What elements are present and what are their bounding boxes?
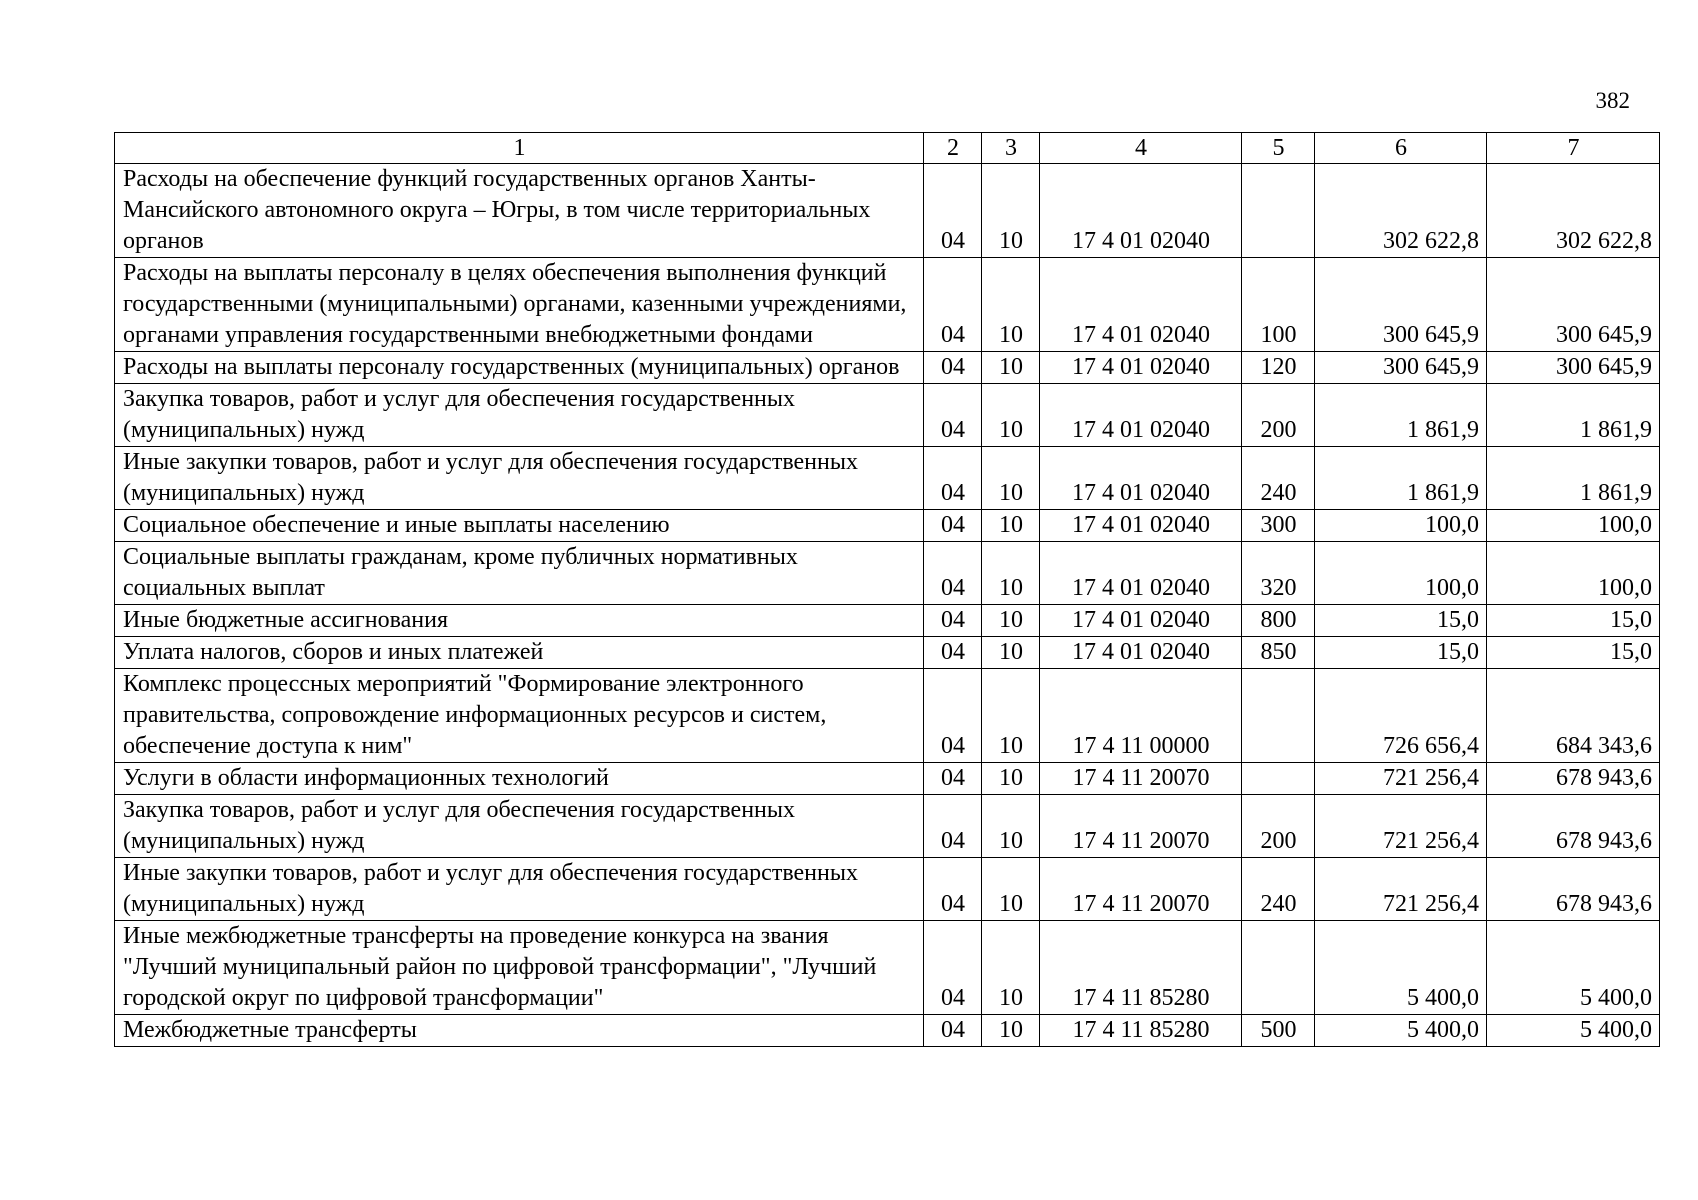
- row-subsection-code: 10: [982, 447, 1040, 510]
- row-expense-type: 500: [1242, 1015, 1315, 1047]
- row-amount-year-1: 5 400,0: [1315, 921, 1487, 1015]
- row-section-code: 04: [924, 669, 982, 763]
- row-subsection-code: 10: [982, 352, 1040, 384]
- row-expense-type: [1242, 669, 1315, 763]
- row-amount-year-1: 726 656,4: [1315, 669, 1487, 763]
- row-subsection-code: 10: [982, 164, 1040, 258]
- row-amount-year-2: 300 645,9: [1487, 352, 1660, 384]
- table-row: [115, 542, 1660, 605]
- table-row: [115, 1015, 1660, 1047]
- row-amount-year-2: 1 861,9: [1487, 447, 1660, 510]
- row-amount-year-2: 300 645,9: [1487, 258, 1660, 352]
- row-amount-year-2: 684 343,6: [1487, 669, 1660, 763]
- row-expense-type: 850: [1242, 637, 1315, 669]
- page-number: 382: [1595, 88, 1630, 113]
- row-amount-year-1: 15,0: [1315, 605, 1487, 637]
- header-col-5: 5: [1242, 133, 1315, 164]
- row-target-article: 17 4 01 02040: [1040, 164, 1242, 258]
- row-expense-type: [1242, 763, 1315, 795]
- row-name: Иные межбюджетные трансферты на проведение конкурса на звания "Лучший муниципальный район по цифровой трансформации", "Лучший городской округ по цифровой трансформации": [115, 921, 924, 1015]
- row-name: Иные закупки товаров, работ и услуг для обеспечения государственных (муниципальных) нужд: [115, 447, 924, 510]
- row-target-article: 17 4 01 02040: [1040, 542, 1242, 605]
- row-amount-year-2: 15,0: [1487, 605, 1660, 637]
- row-target-article: 17 4 11 85280: [1040, 1015, 1242, 1047]
- row-subsection-code: 10: [982, 605, 1040, 637]
- table-row: [115, 669, 1660, 763]
- row-amount-year-2: 302 622,8: [1487, 164, 1660, 258]
- row-expense-type: 120: [1242, 352, 1315, 384]
- row-expense-type: 100: [1242, 258, 1315, 352]
- row-name: Иные закупки товаров, работ и услуг для обеспечения государственных (муниципальных) нужд: [115, 858, 924, 921]
- row-target-article: 17 4 01 02040: [1040, 637, 1242, 669]
- table-row: [115, 384, 1660, 447]
- table-row: [115, 510, 1660, 542]
- row-section-code: 04: [924, 795, 982, 858]
- table-row: [115, 795, 1660, 858]
- row-amount-year-1: 300 645,9: [1315, 352, 1487, 384]
- row-subsection-code: 10: [982, 1015, 1040, 1047]
- row-name: Иные бюджетные ассигнования: [115, 605, 924, 637]
- row-amount-year-2: 100,0: [1487, 510, 1660, 542]
- row-amount-year-2: 15,0: [1487, 637, 1660, 669]
- table-row: [115, 447, 1660, 510]
- row-target-article: 17 4 01 02040: [1040, 605, 1242, 637]
- row-target-article: 17 4 11 20070: [1040, 858, 1242, 921]
- row-amount-year-1: 100,0: [1315, 510, 1487, 542]
- row-subsection-code: 10: [982, 795, 1040, 858]
- header-row: [115, 133, 1660, 164]
- table-row: [115, 858, 1660, 921]
- row-section-code: 04: [924, 352, 982, 384]
- row-amount-year-2: 100,0: [1487, 542, 1660, 605]
- header-col-7: 7: [1487, 133, 1660, 164]
- row-amount-year-1: 721 256,4: [1315, 795, 1487, 858]
- row-expense-type: 240: [1242, 447, 1315, 510]
- row-target-article: 17 4 11 85280: [1040, 921, 1242, 1015]
- row-amount-year-2: 5 400,0: [1487, 921, 1660, 1015]
- row-section-code: 04: [924, 763, 982, 795]
- row-amount-year-1: 1 861,9: [1315, 447, 1487, 510]
- row-name: Социальные выплаты гражданам, кроме публичных нормативных социальных выплат: [115, 542, 924, 605]
- row-expense-type: 200: [1242, 384, 1315, 447]
- row-amount-year-1: 5 400,0: [1315, 1015, 1487, 1047]
- row-amount-year-1: 302 622,8: [1315, 164, 1487, 258]
- row-amount-year-2: 678 943,6: [1487, 763, 1660, 795]
- row-amount-year-1: 300 645,9: [1315, 258, 1487, 352]
- row-section-code: 04: [924, 921, 982, 1015]
- row-section-code: 04: [924, 384, 982, 447]
- row-name: Межбюджетные трансферты: [115, 1015, 924, 1047]
- row-expense-type: 200: [1242, 795, 1315, 858]
- row-section-code: 04: [924, 637, 982, 669]
- row-section-code: 04: [924, 258, 982, 352]
- row-subsection-code: 10: [982, 542, 1040, 605]
- row-section-code: 04: [924, 447, 982, 510]
- row-target-article: 17 4 01 02040: [1040, 447, 1242, 510]
- header-col-3: 3: [982, 133, 1040, 164]
- row-expense-type: 240: [1242, 858, 1315, 921]
- table-row: [115, 921, 1660, 1015]
- row-section-code: 04: [924, 510, 982, 542]
- row-subsection-code: 10: [982, 763, 1040, 795]
- row-section-code: 04: [924, 542, 982, 605]
- row-section-code: 04: [924, 605, 982, 637]
- row-name: Закупка товаров, работ и услуг для обеспечения государственных (муниципальных) нужд: [115, 795, 924, 858]
- row-subsection-code: 10: [982, 921, 1040, 1015]
- row-amount-year-1: 100,0: [1315, 542, 1487, 605]
- row-section-code: 04: [924, 858, 982, 921]
- row-target-article: 17 4 11 00000: [1040, 669, 1242, 763]
- table-row: [115, 605, 1660, 637]
- row-target-article: 17 4 01 02040: [1040, 384, 1242, 447]
- row-amount-year-2: 1 861,9: [1487, 384, 1660, 447]
- row-target-article: 17 4 01 02040: [1040, 258, 1242, 352]
- budget-table: [114, 132, 1660, 1047]
- row-name: Комплекс процессных мероприятий "Формирование электронного правительства, сопровождение информационных ресурсов и систем, обеспечение доступа к ним": [115, 669, 924, 763]
- row-section-code: 04: [924, 164, 982, 258]
- row-name: Расходы на обеспечение функций государственных органов Ханты-Мансийского автономного округа – Югры, в том числе территориальных органов: [115, 164, 924, 258]
- row-subsection-code: 10: [982, 669, 1040, 763]
- row-amount-year-1: 1 861,9: [1315, 384, 1487, 447]
- row-subsection-code: 10: [982, 510, 1040, 542]
- row-name: Социальное обеспечение и иные выплаты населению: [115, 510, 924, 542]
- header-col-2: 2: [924, 133, 982, 164]
- row-target-article: 17 4 01 02040: [1040, 352, 1242, 384]
- row-name: Услуги в области информационных технологий: [115, 763, 924, 795]
- row-expense-type: 320: [1242, 542, 1315, 605]
- table-row: [115, 763, 1660, 795]
- header-col-1: 1: [115, 133, 924, 164]
- row-subsection-code: 10: [982, 258, 1040, 352]
- table-row: [115, 637, 1660, 669]
- table-row: [115, 352, 1660, 384]
- row-expense-type: [1242, 164, 1315, 258]
- table-row: [115, 258, 1660, 352]
- header-col-6: 6: [1315, 133, 1487, 164]
- row-target-article: 17 4 01 02040: [1040, 510, 1242, 542]
- row-expense-type: 800: [1242, 605, 1315, 637]
- row-expense-type: [1242, 921, 1315, 1015]
- row-section-code: 04: [924, 1015, 982, 1047]
- row-subsection-code: 10: [982, 637, 1040, 669]
- row-name: Расходы на выплаты персоналу государственных (муниципальных) органов: [115, 352, 924, 384]
- row-target-article: 17 4 11 20070: [1040, 795, 1242, 858]
- row-expense-type: 300: [1242, 510, 1315, 542]
- row-subsection-code: 10: [982, 384, 1040, 447]
- row-name: Уплата налогов, сборов и иных платежей: [115, 637, 924, 669]
- row-name: Расходы на выплаты персоналу в целях обеспечения выполнения функций государственными (муниципальными) органами, казенными учреждениями, органами управления государственными внебюджетными фондами: [115, 258, 924, 352]
- header-col-4: 4: [1040, 133, 1242, 164]
- table-row: [115, 164, 1660, 258]
- row-amount-year-2: 678 943,6: [1487, 795, 1660, 858]
- row-amount-year-1: 15,0: [1315, 637, 1487, 669]
- row-amount-year-2: 5 400,0: [1487, 1015, 1660, 1047]
- row-amount-year-1: 721 256,4: [1315, 763, 1487, 795]
- row-amount-year-1: 721 256,4: [1315, 858, 1487, 921]
- row-name: Закупка товаров, работ и услуг для обеспечения государственных (муниципальных) нужд: [115, 384, 924, 447]
- row-amount-year-2: 678 943,6: [1487, 858, 1660, 921]
- row-target-article: 17 4 11 20070: [1040, 763, 1242, 795]
- row-subsection-code: 10: [982, 858, 1040, 921]
